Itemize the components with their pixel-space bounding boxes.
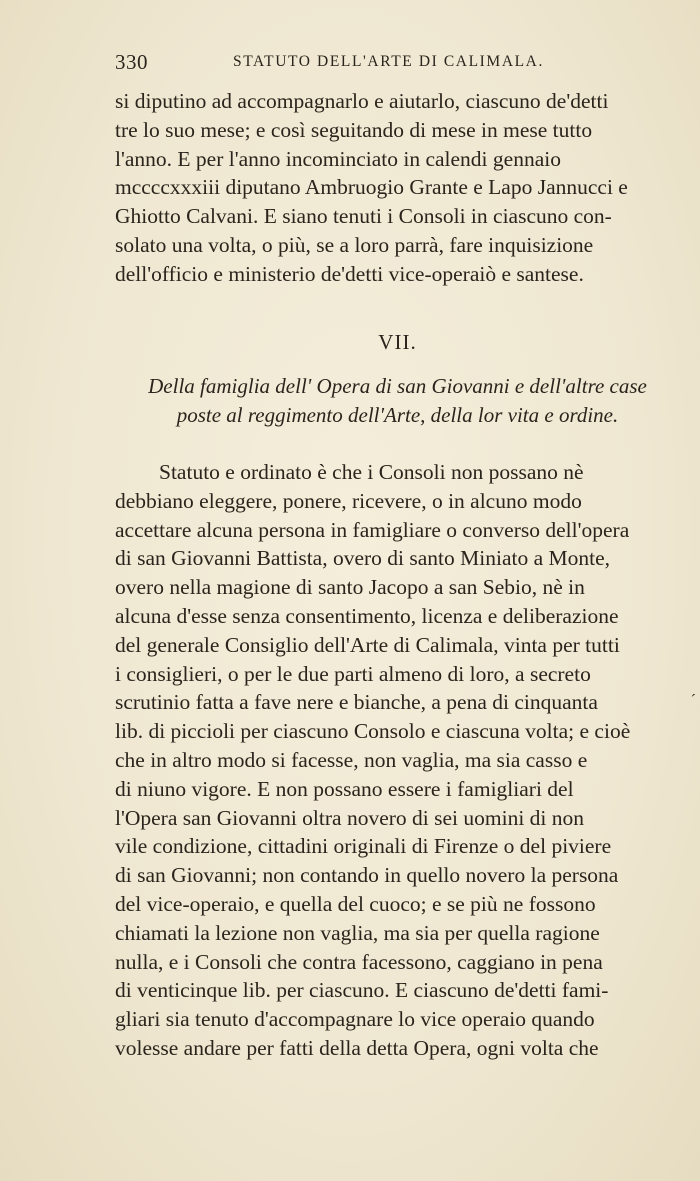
text-line: del vice-operaio, e quella del cuoco; e se più ne fossono [115, 891, 596, 916]
text-line: Ghiotto Calvani. E siano tenuti i Consoli in ciascuno con- [115, 204, 612, 229]
statute-paragraph [115, 458, 680, 1063]
text-line: di niuno vigore. E non possano essere i famigliari del [115, 776, 574, 801]
text-line: lib. di piccioli per ciascuno Consolo e ciascuna volta; e cioè [115, 719, 631, 744]
margin-mark: ´ [690, 692, 696, 709]
header-title: STATUTO DELL'ARTE DI CALIMALA. [233, 53, 544, 70]
section-number: VII. [378, 330, 417, 354]
text-line: che in altro modo si facesse, non vaglia, ma sia casso e [115, 747, 588, 772]
text-line: Statuto e ordinato è che i Consoli non possano nè [159, 460, 584, 484]
text-line: di san Giovanni Battista, overo di santo Miniato a Monte, [115, 546, 611, 571]
page-number: 330 [115, 50, 148, 74]
text-line: debbiano eleggere, ponere, ricevere, o in alcuno modo [115, 488, 582, 513]
text-line: accettare alcuna persona in famigliare o converso dell'opera [115, 517, 630, 542]
text-line: vile condizione, cittadini originali di Firenze o del piviere [115, 834, 612, 859]
text-line: solato una volta, o più, se a loro parrà, fare inquisizione [115, 232, 594, 257]
text-line: si diputino ad accompagnarlo e aiutarlo, ciascuno de'detti [115, 89, 609, 113]
text-line: volesse andare per fatti della detta Opera, ogni volta che [115, 1035, 599, 1060]
section-title-line: poste al reggimento dell'Arte, della lor vita e ordine. [176, 403, 619, 427]
text-line: i consiglieri, o per le due parti almeno di loro, a secreto [115, 661, 591, 686]
text-line: overo nella magione di santo Jacopo a san Sebio, nè in [115, 575, 585, 600]
text-line: gliari sia tenuto d'accompagnare lo vice operaio quando [115, 1007, 595, 1032]
section-title [115, 372, 680, 430]
text-line: dell'officio e ministerio de'detti vice-operaiò e santese. [115, 261, 584, 286]
text-line: nulla, e i Consoli che contra facessono, caggiano in pena [115, 949, 603, 974]
text-line: chiamati la lezione non vaglia, ma sia per quella ragione [115, 920, 600, 945]
text-line: di san Giovanni; non contando in quello novero la persona [115, 863, 619, 888]
text-line: mccccxxxiii diputano Ambruogio Grante e Lapo Jannucci e [115, 175, 628, 200]
text-line: scrutinio fatta a fave nere e bianche, a pena di cinquanta [115, 690, 598, 715]
text-line: del generale Consiglio dell'Arte di Calimala, vinta per tutti [115, 632, 620, 657]
text-line: tre lo suo mese; e così seguitando di mese in mese tutto [115, 117, 593, 142]
text-line: alcuna d'esse senza consentimento, licenza e deliberazione [115, 603, 619, 628]
section-title-line: Della famiglia dell' Opera di san Giovanni e dell'altre case [148, 374, 647, 398]
text-line: l'anno. E per l'anno incominciato in calendi gennaio [115, 146, 561, 171]
text-line: di venticinque lib. per ciascuno. E ciascuno de'detti fami- [115, 978, 609, 1003]
running-head [115, 50, 680, 74]
text-line: l'Opera san Giovanni oltra novero di sei uomini di non [115, 805, 585, 830]
paragraph-continued [115, 87, 680, 289]
